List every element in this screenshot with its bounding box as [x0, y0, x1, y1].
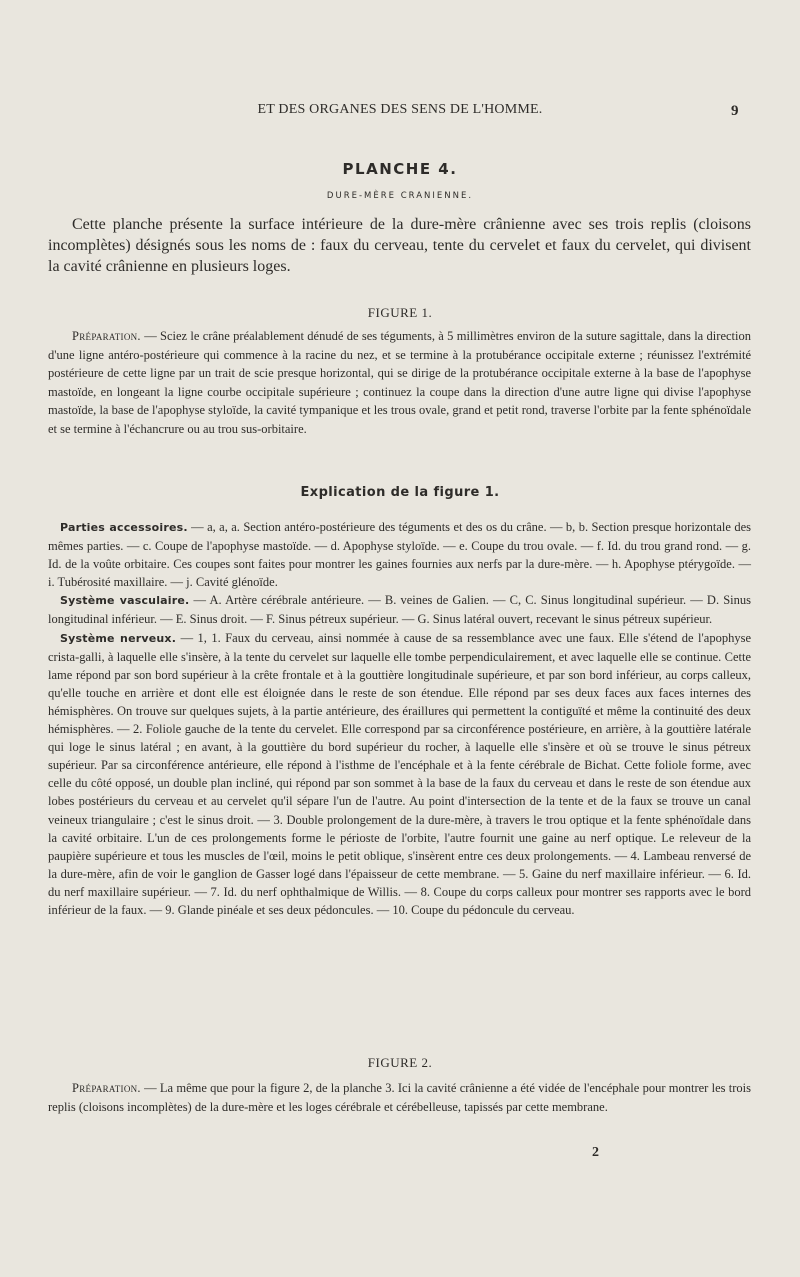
preparation-label: Préparation.: [72, 329, 141, 343]
section-label: Système nerveux.: [60, 631, 177, 645]
paragraph-text: — A. Artère cérébrale antérieure. — B. veines de Galien. — C, C. Sinus longitudinal supérieur. — D. Sinus longitudinal inférieur. — E. Sinus droit. — F. Sinus pétreux supérieur. — G. Sinus latéral ouvert, recevant le sinus pétreux supérieur.: [48, 593, 751, 627]
preparation-text: — La même que pour la figure 2, de la planche 3. Ici la cavité crânienne a été vidée de l'encéphale pour montrer les trois replis (cloisons incomplètes) de la dure-mère et les loges cérébrale et cérébelleuse, tapissés par cette membrane.: [48, 1081, 751, 1114]
section-label: Système vasculaire.: [60, 594, 190, 608]
page-number: 9: [731, 103, 739, 119]
figure-2-heading: FIGURE 2.: [367, 1055, 433, 1070]
paragraph-text: — a, a, a. Section antéro-postérieure des téguments et des os du crâne. — b, b. Section presque horizontale des mêmes parties. — c. Coupe de l'apophyse mastoïde. — d. Apophyse styloïde. — e. Coupe du trou ovale. — f. Id. du trou grand rond. — g. Id. de la voûte orbitaire. Ces coupes sont faites pour montrer les gaines fournies aux nerfs par la dure-mère. — h. Apophyse ptérygoïde. — i. Tubérosité maxillaire. — j. Cavité glénoïde.: [48, 520, 751, 590]
explication-heading: Explication de la figure 1.: [300, 485, 500, 500]
parties-accessoires-paragraph: [48, 518, 751, 591]
plate-subtitle: DURE-MÈRE CRANIENNE.: [326, 191, 474, 201]
signature-mark: 2: [592, 1145, 599, 1160]
section-label: Parties accessoires.: [60, 521, 188, 534]
figure-1-preparation: [48, 327, 751, 439]
figure-1-heading: FIGURE 1.: [367, 305, 433, 320]
running-head: ET DES ORGANES DES SENS DE L'HOMME.: [257, 102, 543, 117]
systeme-nerveux-paragraph: [48, 629, 751, 920]
paragraph-text: — 1, 1. Faux du cerveau, ainsi nommée à cause de sa ressemblance avec une faux. Elle s'étend de l'apophyse crista-galli, à laquelle elle s'insère, à la tente du cervelet sur laquelle elle tombe perpendiculairement, et avec laquelle elle se continue. Cette lame répond par son bord supérieur à la crête frontale et à la gouttière longitudinale supérieure, et par son bord inférieur, au corps calleux, qu'elle touche en arrière et dont elle est éloignée dans le reste de son étendue. Elle répond par ses deux faces aux faces internes des hémisphères. On trouve sur quelques sujets, à la partie antérieure, des éraillures qui permettent la contiguïté et même la continuité des deux hémisphères. — 2. Foliole gauche de la tente du cervelet. Elle correspond par sa circonférence postérieure, en arrière, à la gouttière latérale qui loge le sinus latéral ; en avant, à la gouttière du bord supérieur du rocher, à laquelle elle s'insère et où se trouve le sinus pétreux supérieur. Par sa circonférence antérieure, elle répond à l'isthme de l'encéphale et à la fente cérébrale de Bichat. Cette foliole forme, avec celle du côté opposé, un double plan incliné, qui répond par son sommet à la base de la faux du cerveau et dans le reste de son étendue aux lobes postérieurs du cerveau et au cervelet qu'il sépare l'un de l'autre. Au point d'intersection de la tente et de la faux se trouve un canal veineux triangulaire ; c'est le sinus droit. — 3. Double prolongement de la dure-mère, à travers le trou optique et la fente sphénoïdale dans la cavité orbitaire. L'un de ces prolongements forme le périoste de l'orbite, l'autre fournit une gaine au nerf optique. Le releveur de la paupière supérieure et tous les muscles de l'œil, moins le petit oblique, s'insèrent entre ces deux prolongements. — 4. Lambeau renversé de la dure-mère, afin de voir le ganglion de Gasser logé dans l'épaisseur de cette membrane. — 5. Gaine du nerf maxillaire inférieur. — 6. Id. du nerf maxillaire supérieur. — 7. Id. du nerf ophthalmique de Willis. — 8. Coupe du corps calleux pour montrer ses rapports avec le bord inférieur de la faux. — 9. Glande pinéale et ses deux pédoncules. — 10. Coupe du pédoncule du cerveau.: [48, 630, 751, 917]
preparation-text: — Sciez le crâne préalablement dénudé de ses téguments, à 5 millimètres environ de la suture sagittale, dans la direction d'une ligne antéro-postérieure qui commence à la racine du nez, et se termine à la protubérance occipitale externe ; réunissez l'extrémité postérieure de cette ligne par un trait de scie presque horizontal, qui se dirige de la protubérance occipitale externe à la base de l'apophyse mastoïde, en longeant la ligne courbe occipitale supérieure ; continuez la coupe dans la direction d'une autre ligne qui divise l'apophyse mastoïde, la base de l'apophyse styloïde, la cavité tympanique et les trous ovale, grand et petit rond, traverse l'orbite par la fente sphénoïdale et se termine à l'échancrure ou au trou sus-orbitaire.: [48, 329, 751, 436]
systeme-vasculaire-paragraph: [48, 591, 751, 628]
plate-title: PLANCHE 4.: [342, 160, 458, 178]
explication-body: [48, 518, 751, 919]
figure-2-preparation: [48, 1079, 751, 1116]
preparation-label: Préparation.: [72, 1081, 141, 1095]
intro-paragraph: Cette planche présente la surface intérieure de la dure-mère crânienne avec ses trois replis (cloisons incomplètes) désignés sous les noms de : faux du cerveau, tente du cervelet et faux du cervelet, qui divisent la cavité crânienne en plusieurs loges.: [48, 216, 751, 275]
